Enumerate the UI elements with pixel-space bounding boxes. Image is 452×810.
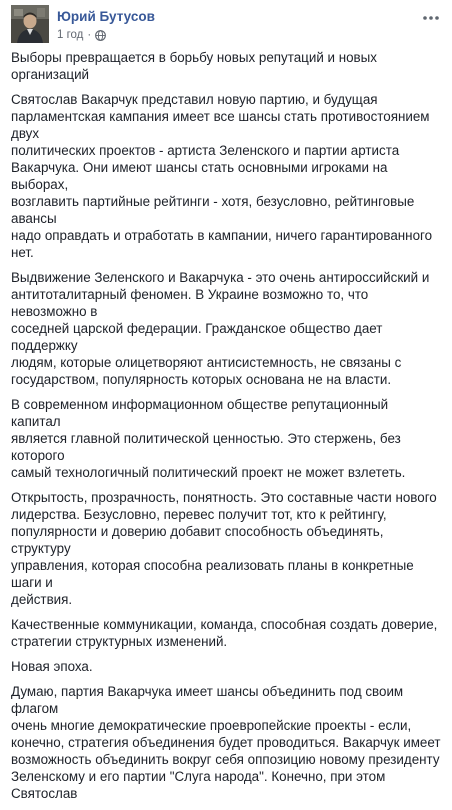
- post-paragraph: Святослав Вакарчук представил новую партию, и будущая парламентская кампания имеет все шансы стать противостоянием двух политических проектов - артиста Зеленского и партии артиста Вакарчука. Они имеют шансы стать основными игроками на выборах, возглавить партийные рейтинги - хотя, безусловно, рейтинговые авансы надо оправдать и отработать в кампании, ничего гарантированного нет.: [11, 92, 433, 260]
- avatar[interactable]: [11, 5, 49, 43]
- author-name-link[interactable]: Юрий Бутусов: [57, 9, 155, 24]
- post-options-button[interactable]: [421, 9, 441, 23]
- post-paragraph: Выборы превращается в борьбу новых репутаций и новых организаций: [11, 50, 377, 82]
- post-paragraph: В современном информационном обществе репутационный капитал является главной политической ценностью. Это стержень, без которого самый технологичный политический проект не может взлететь.: [11, 397, 406, 480]
- post-meta: [57, 28, 106, 42]
- post-body: [11, 49, 441, 810]
- meta-separator: ·: [87, 29, 92, 41]
- post-paragraph: Новая эпоха.: [11, 659, 93, 674]
- post-header: [11, 5, 441, 45]
- globe-icon[interactable]: [95, 30, 106, 41]
- avatar-photo: [11, 5, 49, 43]
- post-timestamp-link[interactable]: 1 год: [57, 29, 84, 41]
- post-paragraph: Думаю, партия Вакарчука имеет шансы объединить под своим флагом очень многие демократические проевропейские проекты - если, конечно, стратегия объединения будет проводиться. Вакарчук имеет возможность объединить вокруг себя оппозицию новому президенту Зеленскому и его партии "Слуга народа". Конечно, при этом Святослав: [11, 684, 441, 801]
- post-paragraph: Открытость, прозрачность, понятность. Это составные части нового лидерства. Безусловно, перевес получит тот, кто к рейтингу, популярности и доверию добавит способность объединять, структуру управления, которая способна реализовать планы в конкретные шаги и действия.: [11, 490, 437, 607]
- post-paragraph: Выдвижение Зеленского и Вакарчука - это очень антироссийский и антитоталитарный феномен. В Украине возможно то, что невозможно в соседней царской федерации. Гражданское общество дает поддержку людям, которые олицетворяют антисистемность, не связаны с государством, популярность которых основана не на власти.: [11, 270, 430, 387]
- ellipsis-icon: [423, 7, 439, 25]
- post-paragraph: Качественные коммуникации, команда, способная создать доверие, стратегии структурных изменений.: [11, 617, 438, 649]
